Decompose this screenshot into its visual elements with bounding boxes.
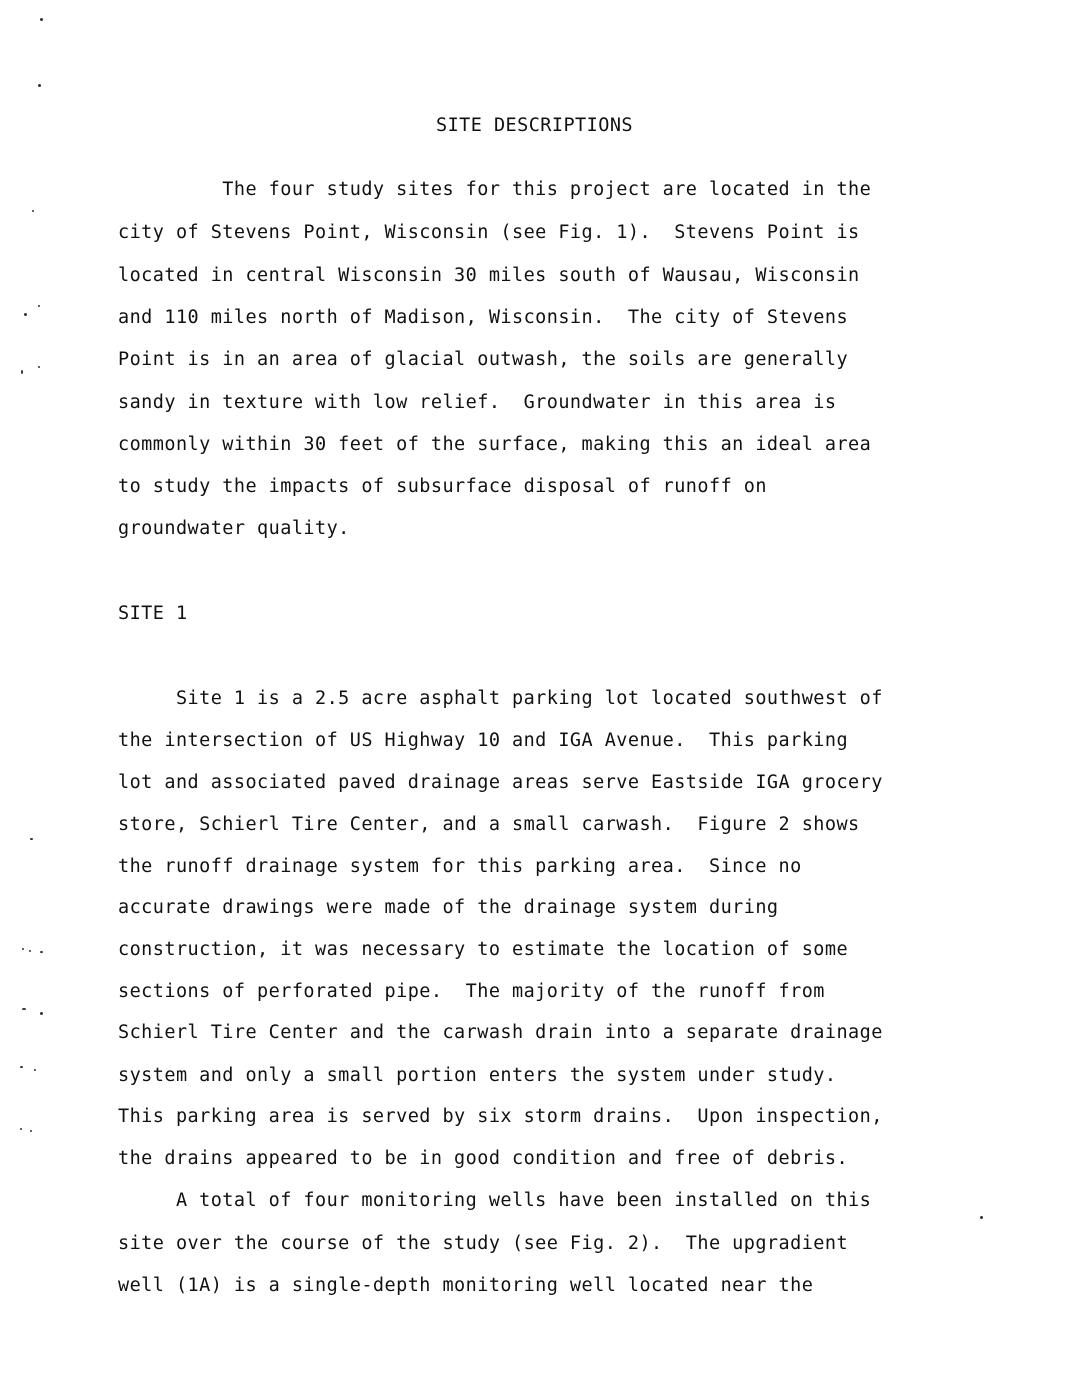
site1-line: store, Schierl Tire Center, and a small carwash. Figure 2 shows xyxy=(118,814,860,835)
site1-line: Site 1 is a 2.5 acre asphalt parking lot located southwest of xyxy=(118,688,883,709)
scan-speck xyxy=(24,313,27,316)
scan-speck xyxy=(38,366,40,368)
scan-speck xyxy=(980,1216,983,1219)
scan-speck xyxy=(22,948,24,950)
intro-line: and 110 miles north of Madison, Wisconsin. The city of Stevens xyxy=(118,307,849,328)
site1-line: sections of perforated pipe. The majority of the runoff from xyxy=(118,981,825,1002)
site1-line: Schierl Tire Center and the carwash drain into a separate drainage xyxy=(118,1022,883,1043)
site1-line: well (1A) is a single-depth monitoring well located near the xyxy=(118,1275,814,1296)
site1-line: A total of four monitoring wells have been installed on this xyxy=(118,1190,872,1211)
scan-speck xyxy=(40,18,43,21)
scan-speck xyxy=(38,84,41,87)
scan-speck xyxy=(34,1069,36,1071)
site1-line: This parking area is served by six storm drains. Upon inspection, xyxy=(118,1106,883,1127)
scan-speck xyxy=(30,1130,32,1132)
scan-speck xyxy=(40,951,43,953)
site1-line: construction, it was necessary to estimate the location of some xyxy=(118,939,849,960)
intro-line: located in central Wisconsin 30 miles south of Wausau, Wisconsin xyxy=(118,265,860,286)
scan-speck xyxy=(22,1008,26,1010)
intro-line: groundwater quality. xyxy=(118,518,350,539)
scan-speck xyxy=(21,370,23,374)
page-title: SITE DESCRIPTIONS xyxy=(436,115,633,136)
site1-line: system and only a small portion enters the system under study. xyxy=(118,1065,837,1086)
site1-line: the drains appeared to be in good condition and free of debris. xyxy=(118,1148,849,1169)
scan-speck xyxy=(38,305,40,307)
intro-line: commonly within 30 feet of the surface, making this an ideal area xyxy=(118,434,872,455)
scan-speck xyxy=(30,838,33,840)
scan-speck xyxy=(32,210,34,212)
site1-line: lot and associated paved drainage areas serve Eastside IGA grocery xyxy=(118,772,883,793)
intro-line: sandy in texture with low relief. Groundwater in this area is xyxy=(118,392,837,413)
intro-line: to study the impacts of subsurface disposal of runoff on xyxy=(118,476,767,497)
site1-line: the intersection of US Highway 10 and IGA Avenue. This parking xyxy=(118,730,849,751)
site1-line: the runoff drainage system for this parking area. Since no xyxy=(118,856,802,877)
site1-line: site over the course of the study (see Fig. 2). The upgradient xyxy=(118,1233,849,1254)
scan-speck xyxy=(20,1066,23,1068)
scan-speck xyxy=(20,1128,22,1130)
intro-line: The four study sites for this project are located in the xyxy=(118,179,872,200)
intro-line: Point is in an area of glacial outwash, the soils are generally xyxy=(118,349,849,370)
scan-speck xyxy=(40,1012,43,1015)
section-heading: SITE 1 xyxy=(118,603,188,624)
site1-line: accurate drawings were made of the drainage system during xyxy=(118,897,779,918)
scan-speck xyxy=(29,950,31,952)
intro-line: city of Stevens Point, Wisconsin (see Fig. 1). Stevens Point is xyxy=(118,222,860,243)
